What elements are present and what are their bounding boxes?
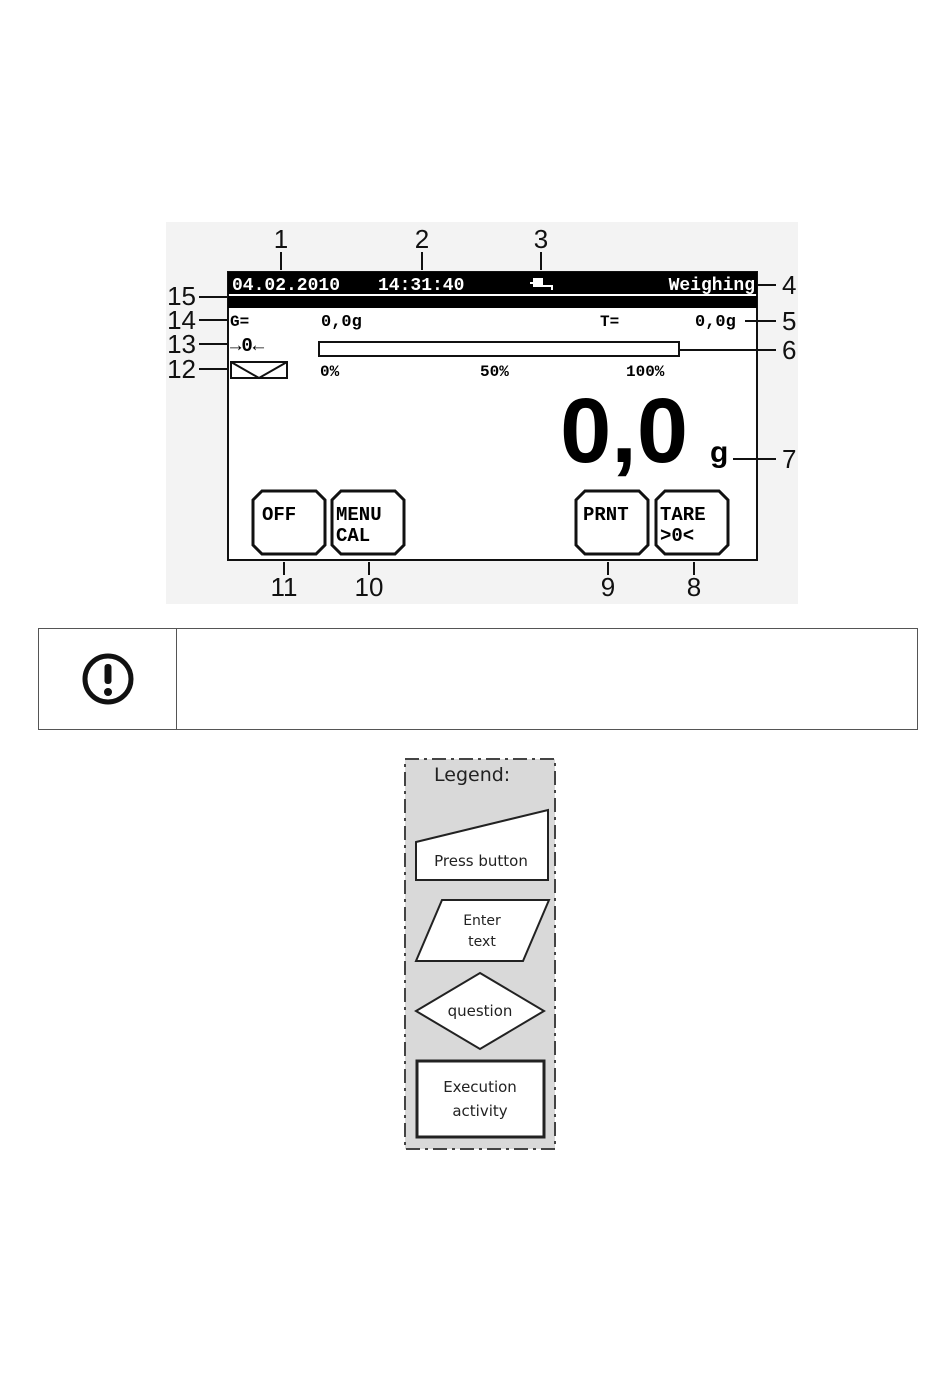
tare-label: T= xyxy=(600,313,620,331)
info-icon-cell xyxy=(39,629,177,729)
callout-1: 1 xyxy=(273,224,289,254)
mode-text: Weighing xyxy=(668,276,755,296)
off-button-label: OFF xyxy=(262,504,297,526)
bargraph xyxy=(319,342,679,356)
execution-label-2: activity xyxy=(452,1102,508,1120)
exclamation-circle-icon xyxy=(80,651,136,707)
zero-indicator: →0← xyxy=(230,335,265,357)
main-value: 0,0 xyxy=(560,380,688,482)
date-text: 04.02.2010 xyxy=(232,276,341,296)
callout-11: 11 xyxy=(270,572,298,602)
legend-title: Legend: xyxy=(434,764,511,786)
callout-6: 6 xyxy=(782,335,797,365)
tare-value: 0,0g xyxy=(695,313,736,332)
flowchart-legend xyxy=(404,758,556,1150)
zero-button-label: >0< xyxy=(660,525,695,547)
callout-14: 14 xyxy=(167,305,196,335)
unit-text: g xyxy=(710,436,729,469)
menu-cal-button[interactable] xyxy=(332,491,404,554)
gross-label: G= xyxy=(230,313,250,331)
bar-label-100: 100% xyxy=(626,363,665,381)
off-button[interactable] xyxy=(253,491,325,554)
execution-label-1: Execution xyxy=(443,1078,517,1096)
execution-shape xyxy=(417,1061,544,1137)
question-label: question xyxy=(447,1002,513,1020)
callout-7: 7 xyxy=(782,444,797,474)
time-text: 14:31:40 xyxy=(378,276,465,296)
callout-2: 2 xyxy=(414,224,430,254)
tare-button-label: TARE xyxy=(660,504,706,526)
tare-button[interactable] xyxy=(656,491,728,554)
callout-5: 5 xyxy=(782,306,797,336)
enter-text-label-2: text xyxy=(468,934,496,950)
bar-label-50: 50% xyxy=(480,363,509,381)
callout-10: 10 xyxy=(354,572,384,602)
print-button-label: PRNT xyxy=(583,504,629,526)
callout-8: 8 xyxy=(686,572,702,602)
enter-text-label-1: Enter xyxy=(463,913,501,929)
callout-3: 3 xyxy=(533,224,549,254)
info-bar xyxy=(228,296,757,308)
info-text xyxy=(177,629,917,729)
cal-button-label: CAL xyxy=(336,525,371,547)
press-button-label: Press button xyxy=(434,852,528,870)
print-button[interactable] xyxy=(576,491,648,554)
callout-13: 13 xyxy=(167,329,196,359)
bar-label-0: 0% xyxy=(320,363,340,381)
callout-9: 9 xyxy=(600,572,616,602)
callout-4: 4 xyxy=(782,270,797,300)
gross-value: 0,0g xyxy=(321,313,362,332)
balance-display-diagram xyxy=(0,0,950,620)
callout-15: 15 xyxy=(167,281,196,311)
menu-button-label: MENU xyxy=(336,504,382,526)
info-box xyxy=(38,628,918,730)
callout-12: 12 xyxy=(167,354,196,384)
